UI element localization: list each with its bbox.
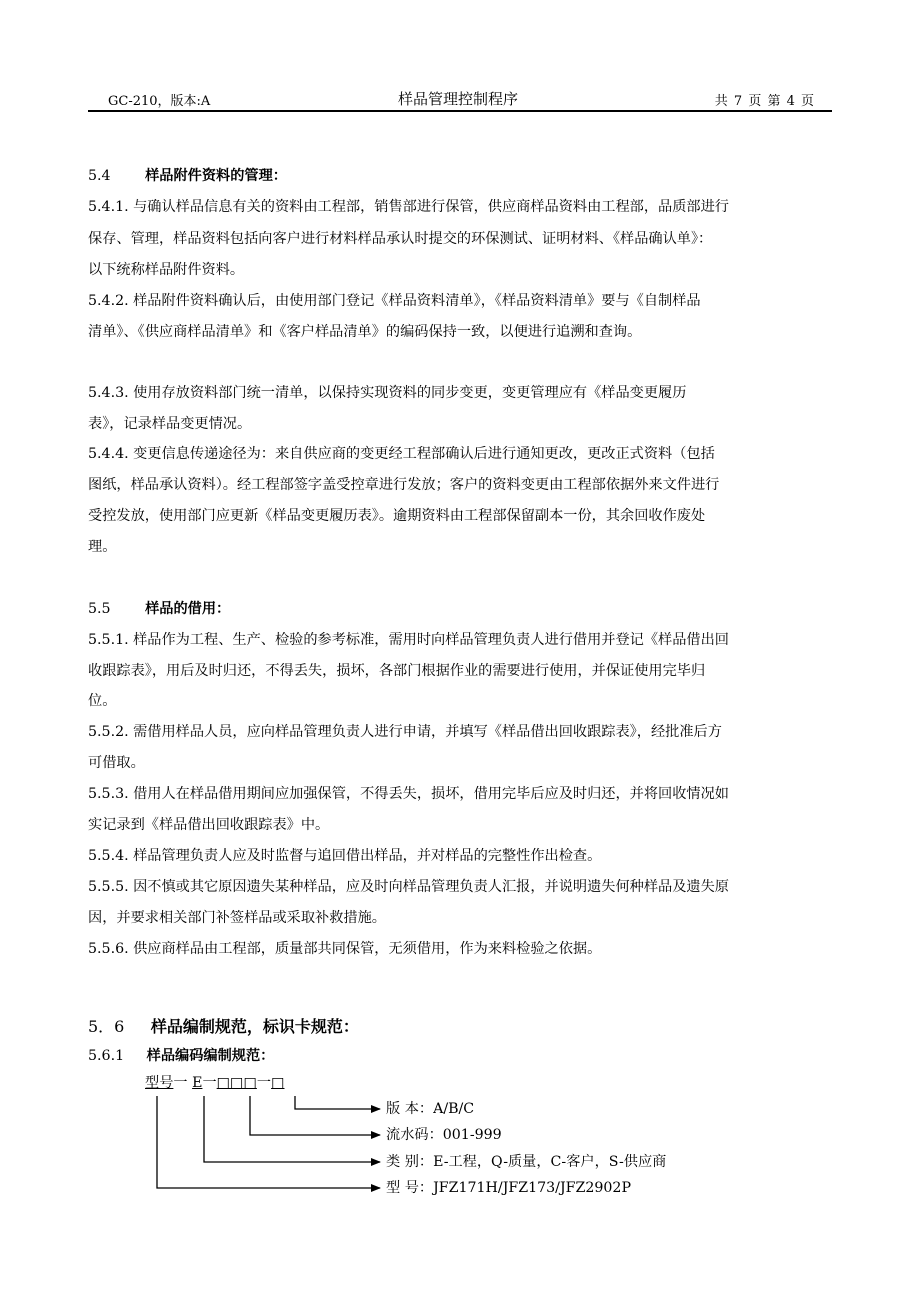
subsection-title: 样品编码编制规范： — [146, 1048, 275, 1064]
legend-model: 型 号：JFZ171H/JFZ173/JFZ2902P — [386, 1180, 631, 1196]
section-title: 样品的借用： — [145, 601, 231, 617]
paragraph-line: 实记录到《样品借出回收跟踪表》中。 — [88, 817, 330, 833]
paragraph-line: 5.4.4. 变更信息传递途径为：来自供应商的变更经工程部确认后进行通知更改，更改正式资料（包括 — [88, 446, 715, 462]
paragraph-line: 收跟踪表》，用后及时归还，不得丢失，损坏，各部门根据作业的需要进行使用，并保证使用完毕归 — [88, 663, 706, 679]
connector-category — [204, 1096, 380, 1162]
code-part-version: □ — [271, 1075, 285, 1091]
paragraph-line: 5.5.4. 样品管理负责人应及时监督与追回借出样品，并对样品的完整性作出检查。 — [88, 848, 602, 864]
section-number: 5.5 — [88, 601, 111, 617]
paragraph-line: 5.5.3. 借用人在样品借用期间应加强保管，不得丢失，损坏，借用完毕后应及时归还，并将回收情况如 — [88, 786, 729, 802]
section-title: 样品编制规范，标识卡规范： — [150, 1017, 359, 1036]
doc-code: GC-210，版本:A — [108, 94, 211, 109]
paragraph-line: 可借取。 — [88, 755, 145, 771]
section-number: 5.4 — [88, 168, 111, 184]
code-part-category: E — [192, 1075, 203, 1091]
paragraph-line: 表》，记录样品变更情况。 — [88, 416, 252, 432]
paragraph-line: 5.4.1. 与确认样品信息有关的资料由工程部，销售部进行保管，供应商样品资料由工程部，品质部进行 — [88, 199, 729, 215]
doc-title: 样品管理控制程序 — [398, 90, 519, 108]
paragraph-line: 以下统称样品附件资料。 — [88, 262, 245, 278]
paragraph-line: 5.5.2. 需借用样品人员，应向样品管理负责人进行申请，并填写《样品借出回收跟踪表》，经批准后方 — [88, 724, 722, 740]
code-part-serial: □□□ — [216, 1075, 257, 1091]
paragraph-line: 5.5.6. 供应商样品由工程部，质量部共同保管，无须借用，作为来料检验之依据。 — [88, 941, 602, 957]
legend-version: 版 本：A/B/C — [386, 1101, 475, 1117]
paragraph-line: 理。 — [88, 539, 117, 555]
paragraph-line: 位。 — [88, 693, 117, 709]
legend-category: 类 别：E-工程，Q-质量，C-客户，S-供应商 — [386, 1154, 667, 1170]
paragraph-line: 清单》、《供应商样品清单》和《客户样品清单》的编码保持一致，以便进行追溯和查询。 — [88, 324, 642, 340]
paragraph-line: 因，并要求相关部门补签样品或采取补救措施。 — [88, 910, 386, 926]
page-info: 共 7 页 第 4 页 — [714, 94, 814, 109]
paragraph-line: 5.4.2. 样品附件资料确认后，由使用部门登记《样品资料清单》，《样品资料清单》要与《自制样品 — [88, 293, 701, 309]
connector-version — [295, 1096, 380, 1109]
code-part-model: 型号 — [145, 1075, 174, 1091]
code-separator: 一 — [173, 1075, 193, 1091]
section-title: 样品附件资料的管理： — [145, 168, 287, 184]
legend-serial: 流水码：001-999 — [386, 1127, 502, 1143]
paragraph-line: 5.4.3. 使用存放资料部门统一清单，以保持实现资料的同步变更，变更管理应有《样品变更履历 — [88, 385, 687, 401]
code-separator: 一 — [202, 1075, 217, 1091]
paragraph-line: 5.5.5. 因不慎或其它原因遗失某种样品，应及时向样品管理负责人汇报，并说明遗失何种样品及遗失原 — [88, 879, 729, 895]
connector-serial — [250, 1096, 380, 1135]
section-number: 5．6 — [88, 1017, 125, 1036]
paragraph-line: 保存、管理，样品资料包括向客户进行材料样品承认时提交的环保测试、证明材料、《样品确认单》： — [88, 231, 713, 247]
paragraph-line: 5.5.1. 样品作为工程、生产、检验的参考标准，需用时向样品管理负责人进行借用并登记《样品借出回 — [88, 632, 729, 648]
paragraph-line: 图纸，样品承认资料）。经工程部签字盖受控章进行发放；客户的资料变更由工程部依据外来文件进行 — [88, 477, 720, 493]
subsection-number: 5.6.1 — [88, 1048, 125, 1064]
paragraph-line: 受控发放，使用部门应更新《样品变更履历表》。逾期资料由工程部保留副本一份，其余回收作废处 — [88, 508, 706, 524]
code-separator: 一 — [256, 1075, 272, 1091]
connector-model — [157, 1096, 380, 1188]
